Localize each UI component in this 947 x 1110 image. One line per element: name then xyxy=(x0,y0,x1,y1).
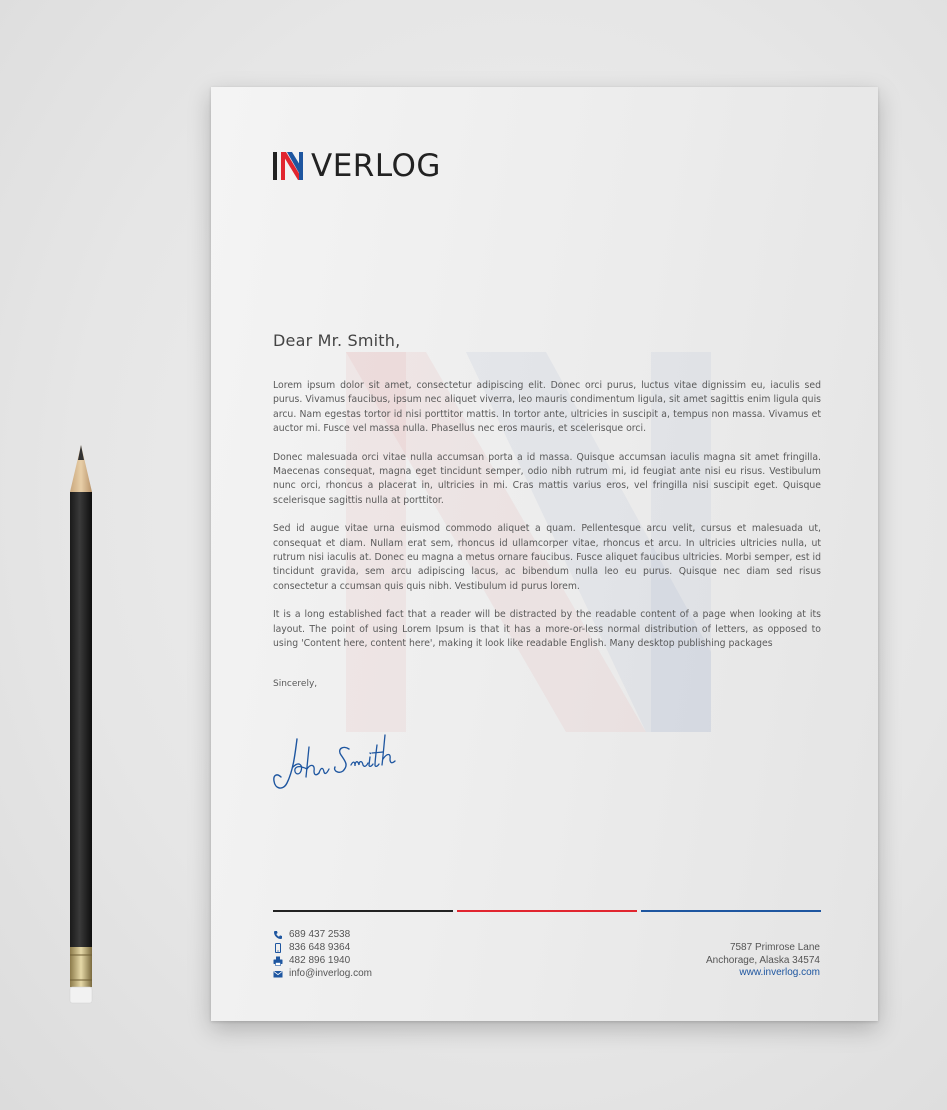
contact-phone xyxy=(273,928,372,941)
footer-divider-red xyxy=(457,910,637,912)
footer-divider-blue xyxy=(641,910,821,912)
website-link[interactable]: www.inverlog.com xyxy=(739,967,820,978)
letter-closing: Sincerely, xyxy=(273,679,318,689)
inverlog-logo xyxy=(273,149,441,183)
pencil-image xyxy=(66,440,96,1010)
logo-i-n-mark xyxy=(273,149,309,183)
mobile-icon xyxy=(273,943,283,953)
letter-paragraph: Sed id augue vitae urna euismod commodo aliquet a quam. Pellentesque arcu velit, cursus et malesuada ut, consequat et diam. Nullam erat sem, rhoncus id ullamcorper vitae, rhoncus et arcu. In ultricies ultricies nulla, ut rutrum nisi iaculis at. Donec eu magna a metus ornare faucibus. Fusce aliquet faucibus ultricies. Morbi semper, est id tincidunt gravida, sem arcu adipiscing lacus, ac bibendum nulla leo eu purus. Quisque nec diam sed risus consectetur a ccumsan quis quis nibh. Vestibulum id purus lorem. xyxy=(273,523,821,592)
letter-paragraph: It is a long established fact that a reader will be distracted by the readable content of a page when looking at its layout. The point of using Lorem Ipsum is that it has a more-or-less normal distribution of letters, as opposed to using 'Content here, content here', making it look like readable English. Many desktop publishing packages xyxy=(273,609,821,650)
letter-paragraph: Lorem ipsum dolor sit amet, consectetur adipiscing elit. Donec orci purus, luctus vitae dignissim eu, iaculis sed purus. Vivamus faucibus, ipsum nec aliquet viverra, leo mauris condimentum ligula, sit amet sagittis enim ligula quis arcu. Nam egestas tortor id nisi porttitor mattis. In tortor ante, ultricies in suscipit a, tempus non massa. Vivamus et auctor mi. Fusce vel massa nulla. Phasellus nec eros mauris, et scelerisque orci. xyxy=(273,380,821,435)
handwritten-signature xyxy=(269,727,399,797)
contact-fax-text: 482 896 1940 xyxy=(289,955,351,966)
contact-phone-text: 689 437 2538 xyxy=(289,929,351,940)
email-icon xyxy=(273,969,283,979)
contact-email xyxy=(273,967,372,980)
contact-fax xyxy=(273,954,372,967)
address-line-2: Anchorage, Alaska 34574 xyxy=(706,954,820,966)
footer-divider-black xyxy=(273,910,453,912)
company-address xyxy=(706,942,820,980)
address-line-1: 7587 Primrose Lane xyxy=(729,942,820,953)
logo-wordmark: VERLOG xyxy=(311,148,441,184)
letter-paragraph: Donec malesuada orci vitae nulla accumsan porta a id massa. Quisque accumsan iaculis magna sit amet fringilla. Maecenas consequat, magna eget tincidunt semper, odio nibh rutrum mi, id feugiat ante nisi eu risus. Vestibulum nunc orci, rhoncus a placerat in, ultricies in mi. Cras mattis varius eros, vel fringilla nisi suscipit eget. Quisque scelerisque sagittis nulla at porttitor. xyxy=(273,451,821,506)
letter-salutation: Dear Mr. Smith, xyxy=(273,331,401,350)
letter-body xyxy=(273,379,821,666)
fax-icon xyxy=(273,956,283,966)
contact-mobile-text: 836 648 9364 xyxy=(289,942,351,953)
phone-icon xyxy=(273,930,283,940)
contact-email-text[interactable]: info@inverlog.com xyxy=(289,968,372,979)
contact-mobile xyxy=(273,941,372,954)
contact-list xyxy=(273,928,372,980)
letterhead-sheet xyxy=(211,87,878,1021)
